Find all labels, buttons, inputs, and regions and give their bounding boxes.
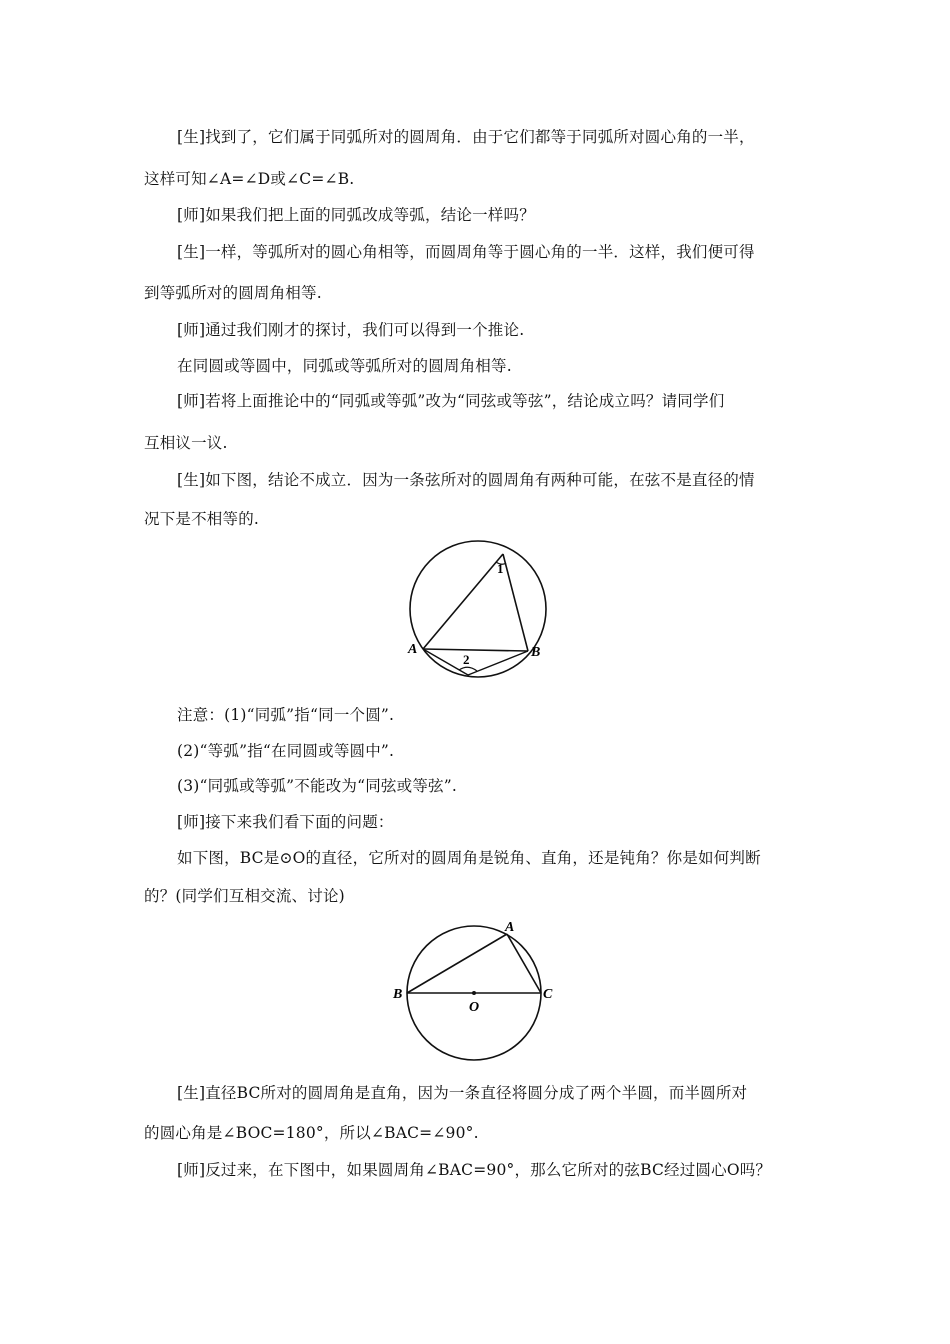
figure1-label-1: 1 [497,561,504,576]
note-line: 注意：(1)“同弧”指“同一个圆”. [177,706,395,724]
figure1-label-b: B [531,645,541,660]
paragraph-line: [生]直径BC所对的圆周角是直角，因为一条直径将圆分成了两个半圆，而半圆所对 [177,1084,748,1102]
paragraph-line: 的？(同学们互相交流、讨论) [144,887,345,905]
note-line: (2)“等弧”指“在同圆或等圆中”. [177,742,395,760]
figure2-label-c: C [543,987,553,1002]
paragraph-line: [师]反过来，在下图中，如果圆周角∠BAC=90°，那么它所对的弦BC经过圆心O吗？ [177,1161,772,1179]
figure1-label-a: A [408,642,418,657]
paragraph-line: [师]若将上面推论中的“同弧或等弧”改为“同弦或等弦”，结论成立吗？请同学们 [177,392,725,410]
paragraph-line: 况下是不相等的. [144,510,260,528]
paragraph-line: 的圆心角是∠BOC=180°，所以∠BAC=∠90°. [144,1124,479,1142]
figure2-label-o: O [469,1000,480,1015]
figure1-circle [410,541,546,677]
paragraph-line: [生]找到了，它们属于同弧所对的圆周角．由于它们都等于同弧所对圆心角的一半， [177,128,755,146]
figure-diameter-angle [390,918,560,1063]
paragraph-line: [师]接下来我们看下面的问题： [177,813,394,831]
figure-chord-angles [400,540,560,685]
corollary-statement: 在同圆或等圆中，同弧或等弧所对的圆周角相等. [177,357,512,375]
paragraph-line: 到等弧所对的圆周角相等. [144,284,322,302]
paragraph-line: [生]如下图，结论不成立．因为一条弦所对的圆周角有两种可能，在弦不是直径的情 [177,471,755,489]
figure1-chord-ab [423,649,528,651]
figure2-label-a: A [505,920,515,935]
figure2-line-ac [507,934,541,993]
figure1-label-2: 2 [463,652,470,667]
paragraph-line: [生]一样，等弧所对的圆心角相等，而圆周角等于圆心角的一半．这样，我们便可得 [177,243,755,261]
figure2-line-ba [407,934,507,993]
paragraph-line: [师]如果我们把上面的同弧改成等弧，结论一样吗？ [177,206,535,224]
figure1-line-top-b [503,554,528,651]
paragraph-line: [师]通过我们刚才的探讨，我们可以得到一个推论. [177,321,525,339]
paragraph-line: 如下图，BC是⊙O的直径，它所对的圆周角是锐角、直角，还是钝角？你是如何判断 [177,849,761,867]
figure2-label-b: B [393,987,403,1002]
figure2-center-dot [472,991,476,995]
figure1-angle2-arc [459,667,477,671]
paragraph-line: 这样可知∠A=∠D或∠C=∠B. [144,170,355,188]
figure1-line-a-bottom [423,649,468,675]
paragraph-line: 互相议一议. [144,434,228,452]
figure1-line-a-top [423,554,503,649]
note-line: (3)“同弧或等弧”不能改为“同弦或等弦”. [177,777,457,795]
